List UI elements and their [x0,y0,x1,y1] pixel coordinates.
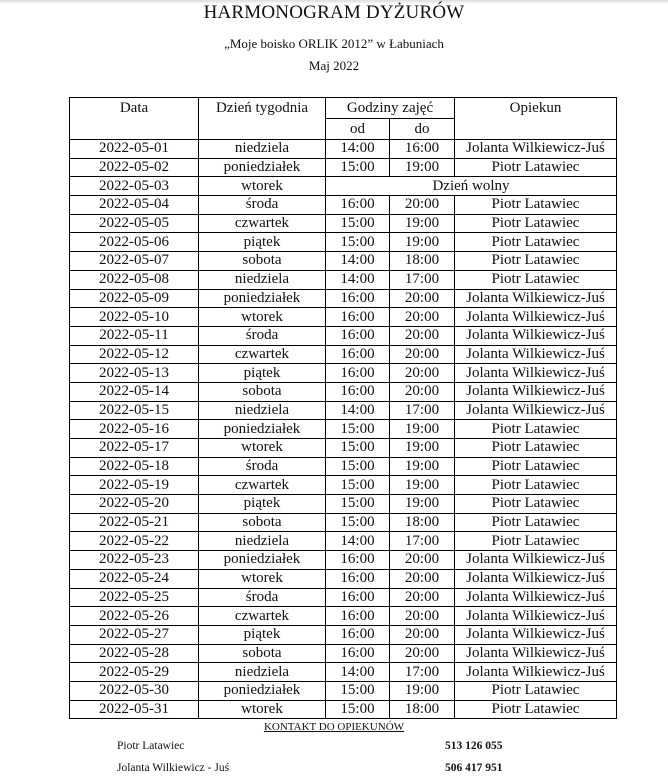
contact-name: Piotr Latawiec [117,740,185,752]
cell-from: 15:00 [326,439,390,458]
table-row [70,345,617,364]
cell-to: 20:00 [390,607,455,626]
cell-date: 2022-05-28 [70,644,199,663]
cell-date: 2022-05-17 [70,439,199,458]
contact-phone: 506 417 951 [445,762,503,774]
cell-date: 2022-05-04 [70,196,199,215]
cell-to: 17:00 [390,663,455,682]
cell-date: 2022-05-07 [70,252,199,271]
cell-from: 15:00 [326,158,390,177]
cell-from: 15:00 [326,457,390,476]
cell-caretaker: Piotr Latawiec [455,196,617,215]
cell-from: 15:00 [326,214,390,233]
cell-date: 2022-05-24 [70,569,199,588]
cell-to: 20:00 [390,308,455,327]
table-row [70,289,617,308]
cell-date: 2022-05-03 [70,177,199,196]
cell-weekday: sobota [199,513,326,532]
cell-to: 17:00 [390,401,455,420]
cell-weekday: piątek [199,364,326,383]
cell-caretaker: Piotr Latawiec [455,214,617,233]
cell-weekday: poniedziałek [199,551,326,570]
cell-from: 14:00 [326,140,390,159]
table-row [70,644,617,663]
table-row [70,700,617,719]
header-date: Data [70,98,199,140]
header-from: od [326,119,390,140]
cell-from: 14:00 [326,401,390,420]
contacts-heading: KONTAKT DO OPIEKUNÓW [263,721,405,733]
cell-date: 2022-05-18 [70,457,199,476]
cell-from: 15:00 [326,233,390,252]
cell-caretaker: Jolanta Wilkiewicz-Juś [455,588,617,607]
cell-from: 16:00 [326,644,390,663]
cell-weekday: poniedziałek [199,420,326,439]
cell-weekday: czwartek [199,214,326,233]
cell-caretaker: Piotr Latawiec [455,513,617,532]
cell-from: 16:00 [326,308,390,327]
cell-from: 16:00 [326,289,390,308]
table-row [70,401,617,420]
table-row [70,439,617,458]
cell-weekday: czwartek [199,345,326,364]
cell-date: 2022-05-02 [70,158,199,177]
cell-to: 19:00 [390,233,455,252]
table-row [70,158,617,177]
cell-date: 2022-05-13 [70,364,199,383]
cell-to: 20:00 [390,196,455,215]
header-caretaker: Opiekun [455,98,617,140]
cell-from: 16:00 [326,326,390,345]
cell-to: 17:00 [390,270,455,289]
table-row [70,625,617,644]
cell-date: 2022-05-14 [70,382,199,401]
table-row [70,513,617,532]
cell-date: 2022-05-06 [70,233,199,252]
cell-caretaker: Jolanta Wilkiewicz-Juś [455,308,617,327]
cell-caretaker: Jolanta Wilkiewicz-Juś [455,625,617,644]
cell-weekday: piątek [199,495,326,514]
cell-weekday: środa [199,588,326,607]
cell-caretaker: Jolanta Wilkiewicz-Juś [455,551,617,570]
cell-weekday: sobota [199,382,326,401]
cell-date: 2022-05-16 [70,420,199,439]
cell-date: 2022-05-29 [70,663,199,682]
cell-weekday: poniedziałek [199,681,326,700]
cell-weekday: wtorek [199,569,326,588]
cell-to: 19:00 [390,681,455,700]
document-title: HARMONOGRAM DYŻURÓW [203,2,465,23]
cell-date: 2022-05-19 [70,476,199,495]
cell-from: 14:00 [326,532,390,551]
cell-from: 15:00 [326,513,390,532]
cell-weekday: środa [199,326,326,345]
cell-caretaker: Piotr Latawiec [455,532,617,551]
cell-caretaker: Jolanta Wilkiewicz-Juś [455,364,617,383]
cell-date: 2022-05-08 [70,270,199,289]
cell-to: 20:00 [390,625,455,644]
cell-to: 19:00 [390,439,455,458]
cell-caretaker: Jolanta Wilkiewicz-Juś [455,345,617,364]
cell-weekday: sobota [199,252,326,271]
cell-to: 20:00 [390,382,455,401]
schedule-body [70,140,617,719]
cell-caretaker: Piotr Latawiec [455,158,617,177]
table-row [70,140,617,159]
cell-date: 2022-05-15 [70,401,199,420]
cell-weekday: piątek [199,233,326,252]
table-row [70,569,617,588]
cell-caretaker: Piotr Latawiec [455,252,617,271]
cell-weekday: wtorek [199,308,326,327]
cell-date: 2022-05-30 [70,681,199,700]
cell-date: 2022-05-09 [70,289,199,308]
cell-to: 19:00 [390,214,455,233]
cell-to: 19:00 [390,495,455,514]
cell-caretaker: Piotr Latawiec [455,270,617,289]
cell-date: 2022-05-21 [70,513,199,532]
cell-weekday: środa [199,457,326,476]
cell-from: 15:00 [326,495,390,514]
cell-caretaker: Jolanta Wilkiewicz-Juś [455,382,617,401]
cell-to: 19:00 [390,158,455,177]
cell-from: 16:00 [326,551,390,570]
cell-from: 15:00 [326,420,390,439]
cell-from: 16:00 [326,569,390,588]
header-weekday: Dzień tygodnia [199,98,326,140]
cell-from: 14:00 [326,270,390,289]
cell-to: 20:00 [390,364,455,383]
cell-caretaker: Jolanta Wilkiewicz-Juś [455,401,617,420]
cell-date: 2022-05-26 [70,607,199,626]
cell-caretaker: Jolanta Wilkiewicz-Juś [455,644,617,663]
cell-weekday: piątek [199,625,326,644]
cell-weekday: niedziela [199,663,326,682]
table-row [70,588,617,607]
cell-from: 15:00 [326,476,390,495]
cell-to: 19:00 [390,457,455,476]
cell-weekday: wtorek [199,439,326,458]
table-row [70,532,617,551]
cell-caretaker: Piotr Latawiec [455,439,617,458]
cell-date: 2022-05-12 [70,345,199,364]
contact-name: Jolanta Wilkiewicz - Juś [117,762,230,774]
cell-weekday: poniedziałek [199,158,326,177]
cell-caretaker: Jolanta Wilkiewicz-Juś [455,140,617,159]
cell-from: 14:00 [326,663,390,682]
table-row [70,607,617,626]
cell-to: 20:00 [390,289,455,308]
cell-weekday: niedziela [199,532,326,551]
cell-to: 19:00 [390,476,455,495]
cell-to: 19:00 [390,420,455,439]
cell-from: 16:00 [326,607,390,626]
table-row [70,270,617,289]
table-row [70,196,617,215]
table-row [70,681,617,700]
table-row [70,177,617,196]
cell-to: 20:00 [390,326,455,345]
cell-to: 20:00 [390,551,455,570]
cell-from: 16:00 [326,625,390,644]
table-row [70,252,617,271]
cell-date: 2022-05-27 [70,625,199,644]
cell-day-off: Dzień wolny [326,177,617,196]
schedule-table [69,97,617,719]
cell-caretaker: Piotr Latawiec [455,476,617,495]
cell-to: 20:00 [390,644,455,663]
cell-weekday: środa [199,196,326,215]
table-row [70,382,617,401]
header-to: do [390,119,455,140]
table-row [70,364,617,383]
cell-caretaker: Piotr Latawiec [455,420,617,439]
cell-date: 2022-05-10 [70,308,199,327]
contact-phone: 513 126 055 [445,740,503,752]
cell-weekday: niedziela [199,401,326,420]
table-row [70,476,617,495]
cell-caretaker: Jolanta Wilkiewicz-Juś [455,326,617,345]
cell-weekday: czwartek [199,476,326,495]
cell-to: 18:00 [390,700,455,719]
cell-from: 16:00 [326,345,390,364]
cell-from: 16:00 [326,382,390,401]
document-subtitle: „Moje boisko ORLIK 2012” w Łabuniach [224,36,444,51]
header-hours: Godziny zajęć [326,98,455,119]
table-row [70,457,617,476]
table-row [70,495,617,514]
document-month: Maj 2022 [308,58,360,73]
cell-from: 16:00 [326,364,390,383]
cell-date: 2022-05-01 [70,140,199,159]
cell-caretaker: Jolanta Wilkiewicz-Juś [455,289,617,308]
cell-to: 16:00 [390,140,455,159]
cell-caretaker: Jolanta Wilkiewicz-Juś [455,607,617,626]
table-row [70,214,617,233]
cell-date: 2022-05-23 [70,551,199,570]
table-row [70,420,617,439]
cell-weekday: sobota [199,644,326,663]
table-row [70,233,617,252]
cell-weekday: czwartek [199,607,326,626]
cell-weekday: poniedziałek [199,289,326,308]
cell-weekday: wtorek [199,700,326,719]
cell-caretaker: Jolanta Wilkiewicz-Juś [455,569,617,588]
cell-caretaker: Piotr Latawiec [455,457,617,476]
cell-date: 2022-05-11 [70,326,199,345]
cell-from: 14:00 [326,252,390,271]
cell-from: 16:00 [326,196,390,215]
cell-from: 15:00 [326,681,390,700]
cell-caretaker: Piotr Latawiec [455,495,617,514]
cell-date: 2022-05-05 [70,214,199,233]
table-row [70,551,617,570]
cell-caretaker: Piotr Latawiec [455,233,617,252]
cell-to: 18:00 [390,513,455,532]
cell-weekday: niedziela [199,140,326,159]
cell-caretaker: Jolanta Wilkiewicz-Juś [455,663,617,682]
cell-weekday: wtorek [199,177,326,196]
cell-from: 15:00 [326,700,390,719]
cell-date: 2022-05-20 [70,495,199,514]
table-row [70,326,617,345]
cell-weekday: niedziela [199,270,326,289]
table-row [70,663,617,682]
cell-to: 20:00 [390,345,455,364]
cell-to: 20:00 [390,569,455,588]
cell-caretaker: Piotr Latawiec [455,700,617,719]
cell-to: 18:00 [390,252,455,271]
cell-date: 2022-05-22 [70,532,199,551]
cell-date: 2022-05-31 [70,700,199,719]
cell-caretaker: Piotr Latawiec [455,681,617,700]
cell-date: 2022-05-25 [70,588,199,607]
cell-to: 17:00 [390,532,455,551]
table-row [70,308,617,327]
cell-to: 20:00 [390,588,455,607]
cell-from: 16:00 [326,588,390,607]
